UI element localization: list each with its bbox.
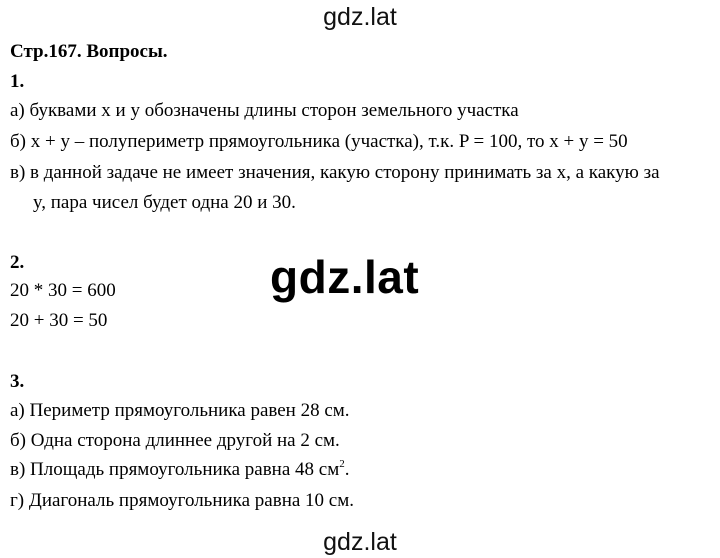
question-1-answer-a: а) буквами x и y обозначены длины сторон земельного участка (10, 100, 519, 121)
question-3-answer-c (10, 459, 350, 481)
watermark-bottom: gdz.lat (323, 528, 397, 556)
question-3-answer-a: а) Периметр прямоугольника равен 28 см. (10, 400, 350, 421)
square-superscript: 2 (339, 458, 345, 470)
watermark-middle: gdz.lat (270, 251, 420, 303)
question-3-answer-c-text: в) Площадь прямоугольника равна 48 см (10, 459, 340, 480)
question-3-number: 3. (10, 371, 25, 392)
question-1-answer-c: в) в данной задаче не имеет значения, какую сторону принимать за x, а какую за (10, 162, 660, 183)
question-1-answer-b: б) x + y – полупериметр прямоугольника (участка), т.к. P = 100, то x + y = 50 (10, 131, 628, 152)
question-2-line-2: 20 + 30 = 50 (10, 310, 108, 331)
question-3-answer-d: г) Диагональ прямоугольника равна 10 см. (10, 490, 355, 511)
question-1-answer-c-continued: y, пара чисел будет одна 20 и 30. (33, 192, 296, 213)
question-1-number: 1. (10, 71, 25, 92)
question-2-line-1: 20 * 30 = 600 (10, 280, 116, 301)
question-3-answer-b: б) Одна сторона длиннее другой на 2 см. (10, 430, 340, 451)
page-heading: Стр.167. Вопросы. (10, 41, 168, 62)
question-3-answer-c-end: . (344, 459, 350, 480)
watermark-top: gdz.lat (323, 3, 397, 31)
question-2-number: 2. (10, 252, 25, 273)
